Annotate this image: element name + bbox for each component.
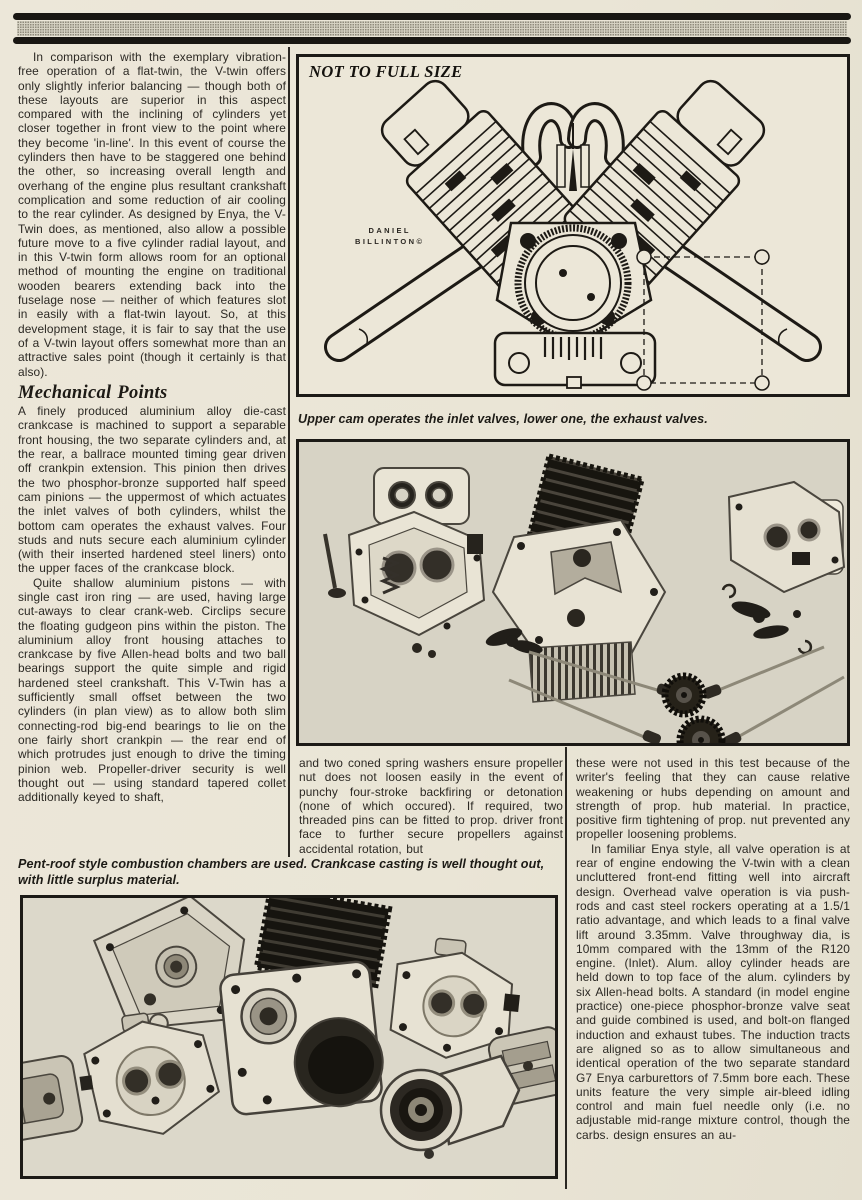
paragraph: In comparison with the exemplary vibration-free operation of a flat-twin, the V-twin offers only slightly inferior balancing — though both of these layouts are superior in this aspect compared with the inclining of cylinders yet closer together in front view to the point where they become 'in-line'. In this event of course the cylinders then have to be staggered one behind the other, so increasing overall length and overhang of the engine plus resultant crankshaft complication and some reduction of air cooling to the rear cylinder. As designed by Enya, the V-Twin does, as mentioned, also allow a possible future move to a five cylinder radial layout, and in this V-twin form allows room for an optional method of mounting the engine on traditional wooden bearers extending back into the fuselage nose — neither of which features slot in easily with a flat-twin layout. So, at this development stage, it is fair to say that the use of a V-twin layout offers somewhat more than an attractive sales point (though it certainly is that also). (18, 50, 286, 379)
paragraph: Quite shallow aluminium pistons — with single cast iron ring — are used, having large cut-aways to clear crank-web. Circlips secure the floating gudgeon pins within the piston. The aluminium alloy front housing attaches to crankcase by five Allen-head bolts and two ball bearings support the quite simple and rigid hardened steel crankshaft. This V-Twin has a sufficiently small offset between the two cylinders (in plan view) as to allow both slim connecting-rod big-end bearings to lie on the one fairly short crankpin — the rear end of which protrudes just enough to drive the timing pinion web. Propeller-driver security is well thought out — using standard tapered collet additionally keyed to shaft, (18, 575, 286, 805)
section-heading: Mechanical Points (18, 382, 168, 403)
not-to-full-size-label: NOT TO FULL SIZE (309, 62, 463, 81)
crankcase-parts-photo (23, 898, 555, 1176)
column-rule-right (565, 747, 567, 1189)
photo-caption: Pent-roof style combustion chambers are used. Crankcase casting is well thought out, with little surplus material. (18, 857, 545, 887)
masthead-halftone-band (17, 21, 847, 36)
article-column-left (18, 50, 286, 804)
paragraph: A finely produced aluminium alloy die-cast crankcase is machined to support a separable front housing, the two separate cylinders and, at the rear, a ballrace mounted timing gear driven off crankpin extension. This pinion then drives the two phosphor-bronze supported half speed cam pinions — the uppermost of which actuates the inlet valves of both cylinders, whilst the bottom cam operates the exhaust valves. Four studs and nuts secure each aluminium cylinder (with their inserted hardened steel liners) onto the upper faces of the crankcase block. (18, 404, 286, 576)
column-rule-left (288, 47, 290, 857)
valve-gear-parts-photo (299, 442, 847, 743)
parts-photo-figure (296, 439, 850, 746)
artist-credit: DANIEL BILLINTON© (355, 226, 425, 246)
drawing-figure (296, 54, 850, 397)
article-column-middle (299, 756, 563, 856)
paragraph: and two coned spring washers ensure propeller nut does not loosen easily in the event of punchy four-stroke backfiring or detonation (none of which occured). If required, two threaded pins can be fitted to prop. driver front face to further secure propellers against accidental rotation, but (299, 756, 563, 856)
paragraph: these were not used in this test because of the writer's feeling that they can cause relative weakening or hubs depending on amount and strength of prop. hub material. In practice, positive firm tightening of prop. nut prevented any propeller loosening problems. (576, 756, 850, 842)
paragraph: In familiar Enya style, all valve operation is at rear of engine endowing the V-twin with a clean uncluttered front-end fitting well into aircraft design. Overhead valve operation is via push-rods and cast steel rockers operating at a 1.5/1 ratio advantage, and which leads to a final valve lift around 3.35mm. Valve throughway dia, is 10mm compared with the 13mm of the R120 engine. (Inlet). Alum. alloy cylinder heads are held down to top face of the alum. cylinders by six Allen-head bolts. A standard (in model engine practice) one-piece phosphor-bronze valve seat and guide combined is used, and bolt-on flanged induction and exhaust tubes. The induction tracts are aligned so as to allow simultaneous and identical operation of the two separate standard G7 Enya carburettors of 7.5mm bore each. These units feature the very simple air-bleed idling control and main fuel needle only (i.e. no adjustable mid-range mixture control, though the carbs. design ensures an au- (576, 841, 850, 1142)
drawing-caption: Upper cam operates the inlet valves, lower one, the exhaust valves. (298, 412, 708, 426)
crankcase-photo-figure (20, 895, 558, 1179)
masthead-rule-top (13, 13, 851, 20)
masthead-rule-bottom (13, 37, 851, 44)
article-column-right (576, 756, 850, 1142)
